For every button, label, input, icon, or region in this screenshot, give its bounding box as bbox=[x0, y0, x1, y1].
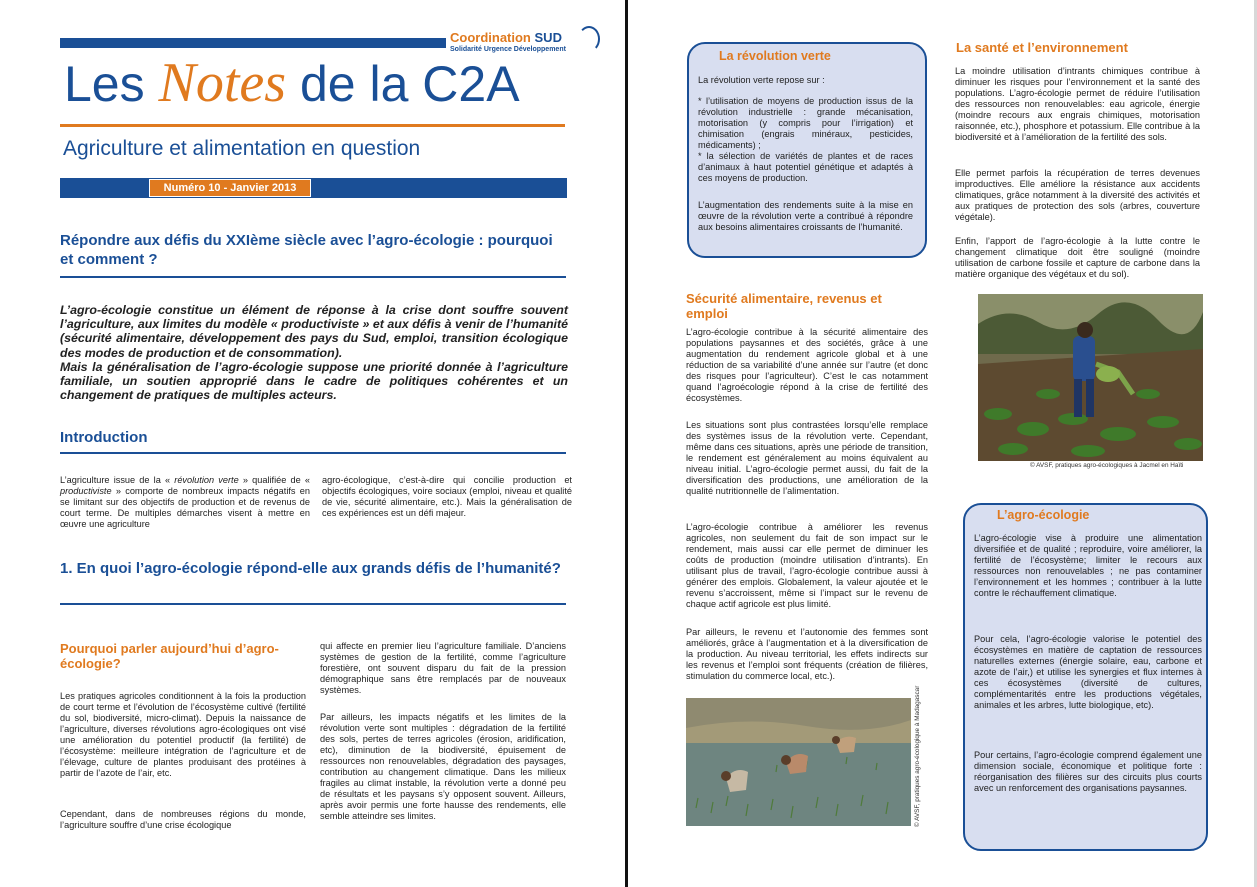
agro-ecologie-paragraph-3: Pour certains, l’agro-écologie comprend également une dimension sociale, économique et politique forte : réorganisation des filières sur des circuits plus courts avec un renforcement des organisations paysannes. bbox=[974, 750, 1202, 793]
masthead-pre: Les bbox=[64, 56, 159, 112]
logo-main-text: Coordination bbox=[450, 30, 531, 45]
agro-ecologie-paragraph-2: Pour cela, l’agro-écologie valorise le potentiel des écosystèmes en matière de captation de ressources naturelles externes (énergie solaire, eau, carbone et azote de l’air,) et utilise les synergies et flux internes à ces écosystèmes (diversité de cultures, complémentarités entre les productions végétales, animales et les arbres, lutte biologique, etc). bbox=[974, 634, 1202, 710]
agro-ecologie-title: L’agro-écologie bbox=[997, 508, 1090, 522]
left-page bbox=[0, 0, 626, 887]
column2-paragraph-2: Par ailleurs, les impacts négatifs et les limites de la révolution verte sont multiples : dégradation de la fertilité des sols, pertes de terres agricoles (érosion, aridification, etc), diminution de la biodiversité, épuisement de ressources non renouvelables, dégradation des paysages, contribution au changement climatique. Dans les milieux fragiles au climat instable, la révolution verte a donné peu de résultats et les paysans s’y opposent souvent. Ailleurs, après avoir permis une forte hausse des rendements, elle semble atteindre ses limites. bbox=[320, 712, 566, 821]
sante-paragraph-2: Elle permet parfois la récupération de terres devenues improductives. Elle améliore la résistance aux accidents climatiques, grâce notamment à la diversité des activités et aux pratiques de protection des sols (arbres, couverture végétale). bbox=[955, 168, 1200, 222]
why-paragraph-1: Les pratiques agricoles conditionnent à la fois la production de court terme et l’évolution de l’écosystème cultivé (fertilité du sol, biodiversité, micro-climat). Depuis la naissance de l’agriculture, diverses révolutions agro-écologiques ont visé une amélioration du potentiel productif (la fertilité) de l’écosystème: meilleure intégration de l’agriculture et de l’élevage, culture de plantes produisant des protéines à partir de l’azote de l’air, etc. bbox=[60, 691, 306, 778]
securite-paragraph-1: L’agro-écologie contribue à la sécurité alimentaire des populations paysannes et des sociétés, grâce à une augmentation du rendement agricole global et à une réduction de sa variabilité d’une année sur l’autre (et donc des risques pour l’agriculteur). C’est le cas notamment quand l’agroécologie répond à la crise de fertilité des écosystèmes. bbox=[686, 327, 928, 403]
photo-rice-field-illustration bbox=[686, 698, 911, 826]
section-1-rule bbox=[60, 603, 566, 605]
intro-text-left: L’agriculture issue de la « révolution verte » qualifiée de « productiviste » comporte de nombreux impacts négatifs en se limitant sur des objectifs de production et de revenus de court terme. De multiples démarches visent à mettre en œuvre une agriculture bbox=[60, 475, 310, 529]
why-paragraph-2: Cependant, dans de nombreuses régions du monde, l’agriculture souffre d’une crise écologique bbox=[60, 809, 306, 830]
securite-paragraph-2: Les situations sont plus contrastées lorsqu’elle remplace des systèmes issus de la révolution verte. Cependant, même dans ces situations, après une période de transition, le rendement est généralement au moins équivalent au niveau initial. L’agro-écologie permet aussi, du fait de la diversification des productions, une amélioration de la qualité nutritionnelle de l’alimentation. bbox=[686, 420, 928, 496]
orange-rule bbox=[60, 124, 565, 127]
securite-paragraph-4: Par ailleurs, le revenu et l’autonomie des femmes sont améliorés, grâce à l’augmentation et à la diversification de la production. Au niveau territorial, les effets indirects sur les revenus et l’emploi sont fréquents (création de filières, stimulation du commerce local, etc.). bbox=[686, 627, 928, 681]
photo2-caption: © AVSF, pratiques agro-écologique à Madagascar bbox=[914, 685, 921, 827]
masthead-title bbox=[64, 52, 520, 115]
photo1-caption: © AVSF, pratiques agro-écologiques à Jacmel en Haïti bbox=[1030, 462, 1184, 469]
lead-paragraph bbox=[60, 303, 568, 402]
logo-tagline: Solidarité Urgence Développement bbox=[450, 46, 566, 53]
top-blue-bar bbox=[60, 38, 446, 48]
logo-swirl-icon bbox=[578, 26, 600, 52]
section-1-heading: 1. En quoi l’agro-écologie répond-elle aux grands défis de l’humanité? bbox=[60, 560, 561, 577]
photo-rice-planting bbox=[686, 698, 911, 826]
agro-ecologie-paragraph-1: L’agro-écologie vise à produire une alimentation diversifiée et de qualité ; reproduire, voire améliorer, la fertilité de l’écosystème; limiter le recours aux ressources non renouvelables ; ne pas contaminer l’environnement et les hommes ; contribuer à la lutte contre le réchauffement climatique. bbox=[974, 533, 1202, 598]
securite-heading: Sécurité alimentaire, revenus et emploi bbox=[686, 291, 882, 321]
sante-heading: La santé et l’environnement bbox=[956, 40, 1128, 55]
masthead-notes: Notes bbox=[158, 52, 287, 114]
introduction-heading: Introduction bbox=[60, 429, 148, 446]
logo-sud-text: SUD bbox=[534, 30, 562, 45]
revolution-verte-conclusion: L’augmentation des rendements suite à la mise en œuvre de la révolution verte a contribué à répondre aux besoins alimentaires croissants de l’humanité. bbox=[698, 200, 913, 232]
article-title: Répondre aux défis du XXIème siècle avec l’agro-écologie : pourquoi et comment ? bbox=[60, 232, 553, 268]
lead-part-1: L’agro-écologie constitue un élément de réponse à la crise dont souffre souvent l’agriculture, aux limites du modèle « productiviste » et aux défis à venir de l’humanité (sécurité alimentaire, développement des pays du Sud, emploi, transition écologique des modes de production et de consommation). bbox=[60, 303, 568, 360]
masthead-subtitle: Agriculture et alimentation en question bbox=[63, 137, 421, 160]
issue-bar bbox=[60, 178, 567, 198]
intro-text-right: agro-écologique, c’est-à-dire qui concilie production et objectifs écologiques, voire sociaux (emploi, niveau et qualité de vie, sécurité alimentaire, etc.). Mais la généralisation de ces expériences est un défi majeur. bbox=[322, 475, 572, 518]
revolution-verte-intro: La révolution verte repose sur : bbox=[698, 75, 825, 85]
masthead-post: de la C2A bbox=[286, 56, 520, 112]
revolution-verte-title: La révolution verte bbox=[719, 49, 831, 63]
photo-watering-crops bbox=[978, 294, 1203, 461]
issue-number: Numéro 10 - Janvier 2013 bbox=[149, 179, 311, 197]
column2-paragraph-1: qui affecte en premier lieu l’agriculture familiale. D’anciens systèmes de gestion de la fertilité, comme l’agriculture forestière, ont souvent disparu du fait de la pression démographique sans être remplacés par de nouveaux systèmes. bbox=[320, 641, 566, 695]
securite-paragraph-3: L’agro-écologie contribue à améliorer les revenus agricoles, non seulement du fait de son impact sur le rendement, mais aussi car elle permet de diminuer les coûts de production (moindre utilisation d’intrants). En utilisant plus de travail, l’agro-écologie contribue aussi à générer des emplois. Globalement, la valeur ajoutée et le revenu s’accroissent, même si l’impact sur le revenu de chaque actif agricole est plus limité. bbox=[686, 522, 928, 609]
intro-rule bbox=[60, 452, 566, 454]
title-rule bbox=[60, 276, 566, 278]
sante-paragraph-1: La moindre utilisation d’intrants chimiques contribue à diminuer les risques pour l’environnement et la santé des populations. L’agro-écologie permet de réduire l’utilisation des ressources non renouvelables: eau agricole, énergie (moindre recours aux engrais chimiques, motorisation raisonnée, etc.), phosphore et potassium. Elle contribue à la biodiversité et à l’amélioration de la fertilité des sols. bbox=[955, 66, 1200, 142]
sante-paragraph-3: Enfin, l’apport de l’agro-écologie à la lutte contre le changement climatique doit être souligné (moindre utilisation de carbone fossile et capture de carbone dans la matière organique des végétaux et du sol). bbox=[955, 236, 1200, 279]
list-item: * la sélection de variétés de plantes et de races d’animaux à haut potentiel génétique et adaptés à ces moyens de production. bbox=[698, 151, 913, 183]
revolution-verte-list bbox=[698, 96, 913, 184]
photo-farmer-illustration bbox=[978, 294, 1203, 461]
list-item: * l’utilisation de moyens de production issus de la révolution industrielle : grande mécanisation, motorisation (y compris pour l’irrigation) et chimisation (engrais minéraux, pesticides, médicaments) ; bbox=[698, 96, 913, 150]
right-page bbox=[628, 0, 1257, 887]
why-heading: Pourquoi parler aujourd’hui d’agro-écologie? bbox=[60, 641, 279, 671]
lead-part-2: Mais la généralisation de l’agro-écologie suppose une priorité donnée à l’agriculture familiale, un soutien approprié dans le cadre de politiques cohérentes et un changement de pratiques de multiples acteurs. bbox=[60, 359, 568, 403]
